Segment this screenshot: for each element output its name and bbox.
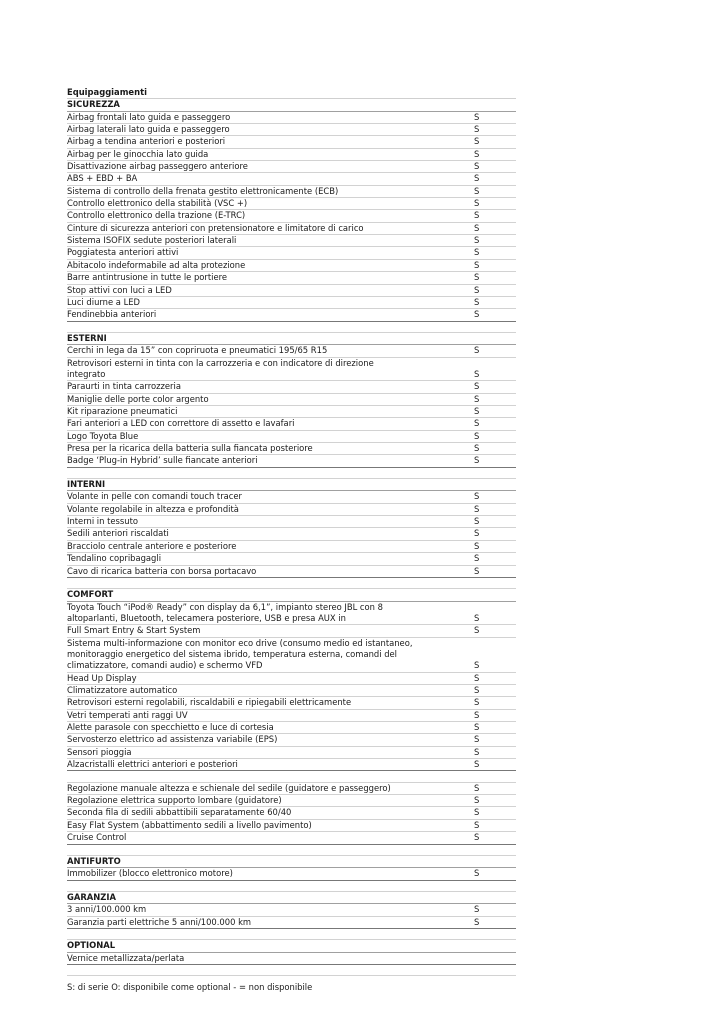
section-header-interni [67,479,516,491]
table-row [67,722,516,734]
table-row [67,186,516,198]
availability-value: S [474,222,480,233]
availability-value: S [474,124,480,135]
feature-label: Paraurti in tinta carrozzeria [67,381,181,392]
feature-label: Sensori pioggia [67,746,132,757]
table-row [67,418,516,430]
availability-value: S [474,722,480,733]
table-row [67,953,516,965]
feature-label: Sedili anteriori riscaldati [67,528,169,539]
feature-label: Airbag a tendina anteriori e posteriori [67,136,226,147]
feature-label: Presa per la ricarica della batteria sulla fiancata posteriore [67,443,313,454]
table-row [67,491,516,503]
feature-label: 3 anni/100.000 km [67,904,147,915]
availability-value: S [474,491,480,502]
table-row [67,136,516,148]
availability-value: S [474,832,480,843]
feature-label: Volante regolabile in altezza e profondità [67,503,239,514]
feature-label: Logo Toyota Blue [67,430,139,441]
availability-value: S [474,612,480,623]
section-header-label: OPTIONAL [67,940,116,951]
table-row [67,673,516,685]
availability-value: S [474,516,480,527]
section-spacer [67,578,516,589]
table-row [67,602,516,626]
availability-value: S [474,393,480,404]
section-header-label: INTERNI [67,479,106,490]
availability-value: S [474,198,480,209]
legend-note: S: di serie O: disponibile come optional - = non disponibile [67,982,313,993]
availability-value: S [474,443,480,454]
sections-container [67,99,516,976]
table-row [67,638,516,673]
table-row [67,795,516,807]
feature-label: Luci diurne a LED [67,296,140,307]
availability-value: S [474,309,480,320]
section-header-label: GARANZIA [67,891,116,902]
table-row [67,734,516,746]
table-row [67,917,516,929]
availability-value: S [474,553,480,564]
feature-label: Poggiatesta anteriori attivi [67,247,179,258]
availability-value: S [474,185,480,196]
availability-value: S [474,782,480,793]
table-row [67,431,516,443]
availability-value: S [474,161,480,172]
availability-value: S [474,528,480,539]
availability-value: S [474,503,480,514]
feature-label: Abitacolo indeformabile ad alta protezione [67,259,246,270]
feature-label: Badge ‘Plug-in Hybrid’ sulle fiancate anteriori [67,455,258,466]
feature-label: Cruise Control [67,832,127,843]
table-row [67,455,516,467]
feature-label: Cinture di sicurezza anteriori con pretensionatore e limitatore di carico [67,222,364,233]
feature-label: Sistema ISOFIX sedute posteriori laterali [67,235,237,246]
feature-label: Tendalino copribagagli [67,553,162,564]
availability-value: S [474,148,480,159]
equipment-table [67,87,516,994]
feature-label: Kit riparazione pneumatici [67,405,178,416]
feature-label: Vernice metallizzata/perlata [67,952,185,963]
feature-label: Interni in tessuto [67,516,138,527]
table-row [67,358,516,382]
feature-label: Sistema multi-informazione con monitor eco drive (consumo medio ed istantaneo, monitoraggio energetico del sistema ibrido, temperatura esterna, comandi del climatizzatore, comandi audio) e schermo VFD [67,637,413,671]
availability-value: S [474,111,480,122]
availability-value: S [474,684,480,695]
table-row [67,272,516,284]
feature-label: Sistema di controllo della frenata gestito elettronicamente (ECB) [67,185,339,196]
table-row [67,198,516,210]
availability-value: S [474,272,480,283]
table-row [67,820,516,832]
feature-label: Controllo elettronico della trazione (E-TRC) [67,210,246,221]
table-row [67,516,516,528]
availability-value: S [474,625,480,636]
feature-label: Climatizzatore automatico [67,684,178,695]
availability-value: S [474,734,480,745]
availability-value: S [474,540,480,551]
section-spacer [67,929,516,940]
section-header-esterni [67,333,516,345]
feature-label: Fendinebbia anteriori [67,309,157,320]
section-spacer [67,322,516,333]
table-row [67,443,516,455]
section-header-comfort [67,589,516,601]
table-row [67,394,516,406]
availability-value: S [474,807,480,818]
table-row [67,697,516,709]
feature-label: Easy Flat System (abbattimento sedili a livello pavimento) [67,819,312,830]
section-spacer [67,965,516,976]
feature-label: Alzacristalli elettrici anteriori e posteriori [67,759,238,770]
availability-value: S [474,916,480,927]
table-row [67,504,516,516]
section-spacer [67,881,516,892]
availability-value: S [474,455,480,466]
feature-label: Garanzia parti elettriche 5 anni/100.000 km [67,916,252,927]
table-row [67,161,516,173]
feature-label: Alette parasole con specchietto e luce di cortesia [67,722,274,733]
table-row [67,173,516,185]
table-row [67,541,516,553]
feature-label: Maniglie delle porte color argento [67,393,209,404]
feature-label: Disattivazione airbag passeggero anteriore [67,161,248,172]
feature-label: Airbag per le ginocchia lato guida [67,148,209,159]
feature-label: Retrovisori esterni regolabili, riscaldabili e ripiegabili elettricamente [67,697,352,708]
table-row [67,210,516,222]
table-row [67,223,516,235]
feature-label: Immobilizer (blocco elettronico motore) [67,868,233,879]
availability-value: S [474,210,480,221]
table-title-text: Equipaggiamenti [67,87,147,97]
table-row [67,528,516,540]
feature-label: Controllo elettronico della stabilità (VSC +) [67,198,248,209]
availability-value: S [474,235,480,246]
feature-label: Barre antintrusione in tutte le portiere [67,272,228,283]
section-spacer [67,845,516,856]
availability-value: S [474,697,480,708]
availability-value: S [474,868,480,879]
availability-value: S [474,136,480,147]
feature-label: Retrovisori esterni in tinta con la carrozzeria e con indicatore di direzione integrato [67,357,374,379]
feature-label: ABS + EBD + BA [67,173,138,184]
feature-label: Cerchi in lega da 15” con copriruota e pneumatici 195/65 R15 [67,345,328,356]
feature-label: Seconda fila di sedili abbattibili separatamente 60/40 [67,807,292,818]
availability-value: S [474,247,480,258]
section-header-label: ANTIFURTO [67,855,121,866]
availability-value: S [474,345,480,356]
feature-label: Airbag frontali lato guida e passeggero [67,111,231,122]
availability-value: S [474,709,480,720]
table-row [67,807,516,819]
feature-label: Bracciolo centrale anteriore e posteriore [67,540,237,551]
availability-value: S [474,430,480,441]
section-header-label: COMFORT [67,589,114,600]
table-row [67,759,516,771]
table-row [67,566,516,578]
table-row [67,406,516,418]
availability-value: S [474,565,480,576]
availability-value: S [474,759,480,770]
table-row [67,783,516,795]
availability-value: S [474,368,480,379]
table-row [67,868,516,880]
availability-value: S [474,173,480,184]
availability-value: S [474,904,480,915]
availability-value: S [474,660,480,671]
availability-value: S [474,746,480,757]
section-spacer [67,771,516,782]
section-header-label: ESTERNI [67,332,107,343]
table-row [67,345,516,357]
availability-value: S [474,672,480,683]
section-header-garanzia [67,892,516,904]
availability-value: S [474,819,480,830]
table-row [67,260,516,272]
table-row [67,747,516,759]
table-row [67,235,516,247]
table-row [67,124,516,136]
feature-label: Airbag laterali lato guida e passeggero [67,124,230,135]
section-header-sicurezza [67,99,516,111]
table-row [67,685,516,697]
feature-label: Vetri temperati anti raggi UV [67,709,188,720]
table-row [67,112,516,124]
table-row [67,832,516,844]
table-row [67,297,516,309]
feature-label: Regolazione elettrica supporto lombare (guidatore) [67,795,282,806]
table-row [67,149,516,161]
table-row [67,285,516,297]
table-row [67,904,516,916]
table-row [67,247,516,259]
section-header-optional [67,940,516,952]
feature-label: Cavo di ricarica batteria con borsa portacavo [67,565,257,576]
table-row [67,381,516,393]
availability-value: S [474,795,480,806]
table-row [67,625,516,637]
availability-value: S [474,381,480,392]
feature-label: Fari anteriori a LED con correttore di assetto e lavafari [67,418,295,429]
feature-label: Head Up Display [67,672,137,683]
feature-label: Full Smart Entry & Start System [67,625,201,636]
section-spacer [67,468,516,479]
availability-value: S [474,259,480,270]
availability-value: S [474,405,480,416]
feature-label: Volante in pelle con comandi touch tracer [67,491,242,502]
table-title [67,87,516,99]
availability-value: S [474,284,480,295]
table-row [67,309,516,321]
availability-value: S [474,296,480,307]
table-row [67,710,516,722]
feature-label: Servosterzo elettrico ad assistenza variabile (EPS) [67,734,278,745]
table-row [67,553,516,565]
availability-value: S [474,418,480,429]
section-header-antifurto [67,856,516,868]
feature-label: Toyota Touch “iPod® Ready” con display da 6,1”, impianto stereo JBL con 8 altoparlanti, Bluetooth, telecamera posteriore, USB e presa AUX in [67,601,383,623]
feature-label: Regolazione manuale altezza e schienale del sedile (guidatore e passeggero) [67,782,391,793]
section-header-label: SICUREZZA [67,99,120,110]
feature-label: Stop attivi con luci a LED [67,284,172,295]
